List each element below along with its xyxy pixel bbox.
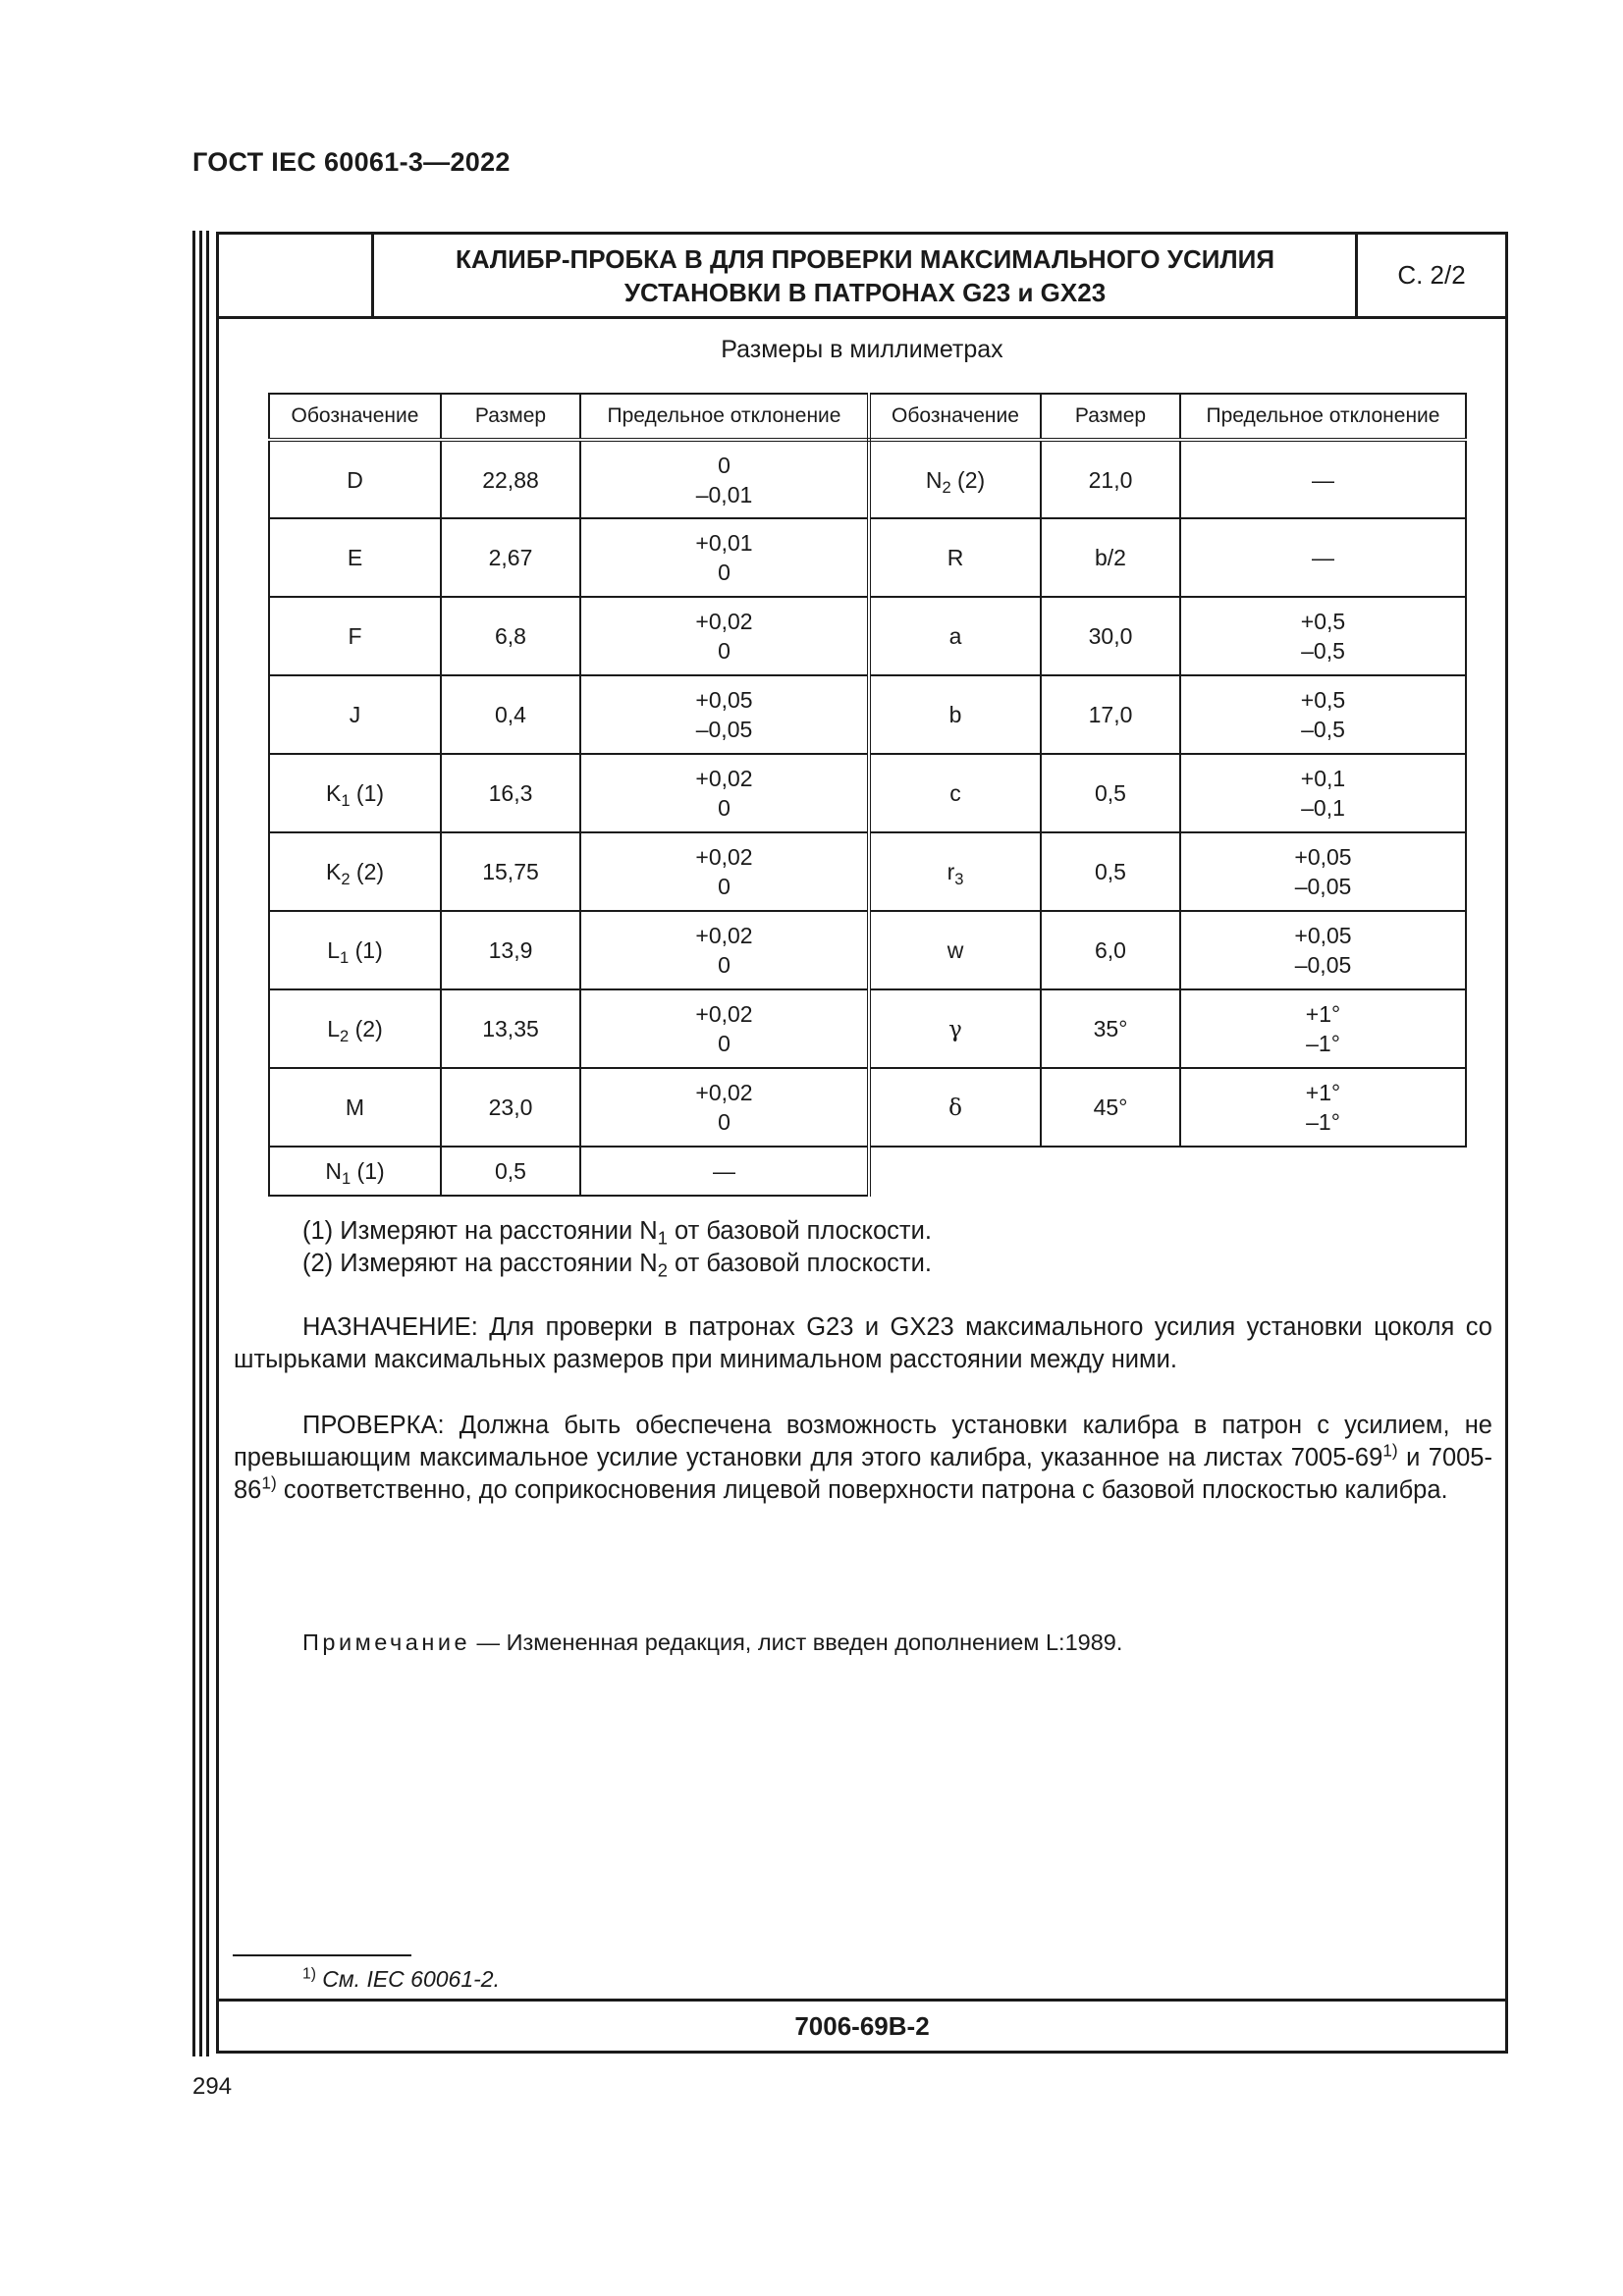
designation-cell (869, 440, 1041, 518)
purpose-text: НАЗНАЧЕНИЕ: Для проверки в патронах G23 и GX23 максимального усилия установки цоколя со штырьками максимальных размеров при минимальном расстоянии между ними. (234, 1313, 1492, 1373)
title-blank-cell (219, 235, 374, 316)
check-text: соответственно, до соприкосновения лицевой поверхности патрона с базовой плоскостью калибра. (276, 1476, 1448, 1504)
designation-subscript: 3 (954, 869, 964, 888)
tolerance-upper: +0,5 (1300, 687, 1346, 713)
size-cell: 6,8 (441, 597, 580, 675)
size-cell: 22,88 (441, 440, 580, 518)
tolerance-lower: –0,1 (1301, 795, 1345, 821)
binding-bar (192, 231, 195, 2056)
designation-subscript: 2 (341, 869, 351, 888)
tolerance-cell (580, 597, 869, 675)
designation-symbol: N (925, 466, 943, 493)
designation-symbol: c (949, 780, 961, 806)
note-text: от базовой плоскости. (667, 1217, 932, 1245)
tolerance-cell (1180, 754, 1466, 832)
tolerance-upper: +0,02 (695, 1001, 753, 1027)
designation-symbol: w (947, 937, 964, 963)
tolerance-lower: –0,5 (1301, 717, 1345, 742)
size-cell: 16,3 (441, 754, 580, 832)
remark-label: Примечание (302, 1629, 471, 1655)
note-text: (1) Измеряют на расстоянии N (302, 1217, 658, 1245)
designation-symbol: L (327, 937, 341, 963)
tolerance-upper: +0,1 (1300, 766, 1346, 791)
tolerance-upper: — (1312, 545, 1334, 570)
tolerance-upper: +0,02 (695, 766, 753, 791)
tolerance-lower: 0 (718, 1109, 730, 1135)
designation-note: (1) (350, 780, 385, 806)
size-cell: 15,75 (441, 832, 580, 911)
table-row (269, 518, 1466, 597)
size-cell: 0,4 (441, 675, 580, 754)
tolerance-lower: 0 (718, 638, 730, 664)
table-row (269, 1147, 1466, 1196)
tolerance-cell (580, 675, 869, 754)
size-cell: 30,0 (1041, 597, 1180, 675)
designation-symbol: L (327, 1016, 341, 1041)
designation-cell (869, 754, 1041, 832)
tolerance-lower: 0 (718, 1031, 730, 1056)
check-text: ПРОВЕРКА: Должна быть обеспечена возможность установки калибра в патрон с усилием, не превышающим максимальное усилие установки для этого калибра, указанное на листах 7005-69 (234, 1412, 1492, 1471)
designation-cell (869, 597, 1041, 675)
size-cell: 35° (1041, 989, 1180, 1068)
tolerance-upper: +0,02 (695, 1080, 753, 1105)
table-row (269, 597, 1466, 675)
sheet-title-line: КАЛИБР-ПРОБКА В ДЛЯ ПРОВЕРКИ МАКСИМАЛЬНОГО УСИЛИЯ (455, 243, 1275, 274)
size-cell: 0,5 (441, 1147, 580, 1196)
designation-cell (269, 832, 441, 911)
column-header: Обозначение (869, 394, 1041, 440)
tolerance-lower: 0 (718, 560, 730, 585)
tolerance-cell (1180, 518, 1466, 597)
empty-cell (869, 1147, 1041, 1196)
tolerance-lower: –1° (1306, 1109, 1340, 1135)
page-number: 294 (192, 2073, 233, 2100)
designation-symbol: δ (948, 1095, 962, 1121)
empty-cell (1180, 1147, 1466, 1196)
sheet-title-line: УСТАНОВКИ В ПАТРОНАХ G23 и GX23 (623, 277, 1107, 307)
designation-subscript: 1 (340, 947, 350, 967)
designation-cell (269, 440, 441, 518)
tolerance-upper: 0 (718, 452, 730, 478)
designation-cell (269, 675, 441, 754)
designation-cell (869, 989, 1041, 1068)
designation-symbol: M (345, 1095, 365, 1120)
tolerance-upper: +0,02 (695, 609, 753, 634)
designation-symbol: K (325, 780, 342, 806)
designation-cell (869, 675, 1041, 754)
footnote-ref: 1) (1382, 1440, 1398, 1461)
footnote-rule (233, 1954, 411, 1956)
tolerance-cell (1180, 911, 1466, 989)
note-subscript: 2 (657, 1259, 668, 1281)
designation-symbol: D (347, 466, 363, 493)
tolerance-cell (1180, 597, 1466, 675)
column-header: Обозначение (269, 394, 441, 440)
designation-cell (269, 989, 441, 1068)
tolerance-cell (580, 518, 869, 597)
designation-symbol: r (947, 859, 955, 884)
note-text: от базовой плоскости. (667, 1250, 932, 1277)
designation-symbol: N (325, 1158, 342, 1184)
designation-cell (869, 1068, 1041, 1147)
table-notes (302, 1215, 932, 1280)
designation-symbol: b (948, 702, 962, 727)
table-header-row (269, 394, 1466, 440)
tolerance-lower: 0 (718, 795, 730, 821)
purpose-paragraph (234, 1311, 1492, 1376)
designation-note: (2) (349, 1016, 383, 1041)
size-cell: 13,35 (441, 989, 580, 1068)
designation-note: (2) (350, 859, 385, 884)
size-cell: b/2 (1041, 518, 1180, 597)
note-subscript: 1 (657, 1227, 668, 1249)
note-text: (2) Измеряют на расстоянии N (302, 1250, 658, 1277)
designation-cell (269, 1147, 441, 1196)
tolerance-upper: +0,02 (695, 923, 753, 948)
size-cell: 21,0 (1041, 440, 1180, 518)
footnote (302, 1966, 500, 1993)
column-header: Размер (1041, 394, 1180, 440)
remark-text: — Измененная редакция, лист введен дополнением L:1989. (470, 1629, 1123, 1655)
designation-cell (269, 911, 441, 989)
sheet-number: 7006-69B-2 (219, 1999, 1505, 2051)
binding-bar (206, 231, 209, 2056)
designation-note: (2) (950, 466, 986, 493)
footnote-ref: 1) (261, 1472, 277, 1493)
designation-symbol: E (347, 545, 363, 570)
table-row (269, 754, 1466, 832)
size-cell: 0,5 (1041, 754, 1180, 832)
check-paragraph (234, 1410, 1492, 1507)
tolerance-cell (1180, 440, 1466, 518)
tolerance-upper: — (713, 1158, 735, 1184)
standard-header: ГОСТ IEC 60061-3—2022 (192, 147, 511, 177)
designation-cell (269, 518, 441, 597)
tolerance-cell (1180, 1068, 1466, 1147)
tolerance-upper: +0,05 (1294, 844, 1352, 870)
designation-subscript: 1 (341, 790, 351, 810)
tolerance-cell (580, 1147, 869, 1196)
designation-symbol: γ (948, 1016, 962, 1042)
tolerance-cell (580, 1068, 869, 1147)
sheet-title (374, 235, 1356, 316)
table-row (269, 911, 1466, 989)
tolerance-lower: –0,05 (1294, 874, 1352, 899)
designation-cell (269, 597, 441, 675)
tolerance-upper: +0,05 (695, 687, 753, 713)
tolerance-upper: +1° (1305, 1001, 1341, 1027)
tolerance-cell (580, 440, 869, 518)
tolerance-upper: +0,05 (1294, 923, 1352, 948)
designation-cell (269, 754, 441, 832)
designation-subscript: 1 (341, 1168, 352, 1188)
tolerance-lower: 0 (718, 952, 730, 978)
size-cell: 6,0 (1041, 911, 1180, 989)
size-cell: 17,0 (1041, 675, 1180, 754)
tolerance-lower: –0,05 (695, 717, 753, 742)
column-header: Предельное отклонение (580, 394, 869, 440)
tolerance-cell (1180, 989, 1466, 1068)
units-caption: Размеры в миллиметрах (721, 336, 1003, 363)
designation-symbol: a (948, 623, 962, 649)
note-1 (302, 1215, 932, 1248)
designation-subscript: 2 (942, 477, 951, 497)
note-2 (302, 1248, 932, 1280)
designation-symbol: J (349, 702, 361, 727)
tolerance-cell (1180, 832, 1466, 911)
remark (302, 1629, 1122, 1656)
designation-symbol: K (325, 859, 342, 884)
tolerance-upper: +1° (1305, 1080, 1341, 1105)
table-row (269, 832, 1466, 911)
tolerance-upper: +0,02 (695, 844, 753, 870)
size-cell: 2,67 (441, 518, 580, 597)
binding-bar (199, 231, 202, 2056)
tolerance-upper: +0,01 (695, 530, 753, 556)
table-row (269, 675, 1466, 754)
sheet-frame (216, 232, 1508, 2054)
column-header: Предельное отклонение (1180, 394, 1466, 440)
sheet-page-label: С. 2/2 (1355, 235, 1505, 316)
designation-note: (1) (349, 937, 383, 963)
check-text: и 7005-86 (234, 1444, 1492, 1504)
size-cell: 23,0 (441, 1068, 580, 1147)
tolerance-lower: –0,05 (1294, 952, 1352, 978)
tolerance-lower: –0,01 (695, 481, 753, 507)
size-cell: 0,5 (1041, 832, 1180, 911)
table-row (269, 1068, 1466, 1147)
tolerance-lower: –1° (1306, 1031, 1340, 1056)
tolerance-lower: 0 (718, 874, 730, 899)
footnote-text: См. IEC 60061-2. (315, 1966, 500, 1992)
designation-cell (869, 832, 1041, 911)
designation-cell (269, 1068, 441, 1147)
designation-symbol: R (947, 545, 964, 570)
size-cell: 45° (1041, 1068, 1180, 1147)
designation-note: (1) (351, 1158, 385, 1184)
table-row (269, 989, 1466, 1068)
tolerance-cell (1180, 675, 1466, 754)
empty-cell (1041, 1147, 1180, 1196)
table-row (269, 440, 1466, 518)
size-cell: 13,9 (441, 911, 580, 989)
tolerance-cell (580, 754, 869, 832)
tolerance-cell (580, 911, 869, 989)
tolerance-upper: — (1312, 466, 1334, 493)
title-row (219, 235, 1505, 319)
column-header: Размер (441, 394, 580, 440)
designation-symbol: F (348, 623, 362, 649)
tolerance-cell (580, 832, 869, 911)
dimensions-table (268, 393, 1467, 1197)
designation-cell (869, 911, 1041, 989)
footnote-mark: 1) (302, 1965, 316, 1983)
designation-subscript: 2 (340, 1026, 350, 1045)
tolerance-cell (580, 989, 869, 1068)
designation-cell (869, 518, 1041, 597)
tolerance-lower: –0,5 (1301, 638, 1345, 664)
tolerance-upper: +0,5 (1300, 609, 1346, 634)
